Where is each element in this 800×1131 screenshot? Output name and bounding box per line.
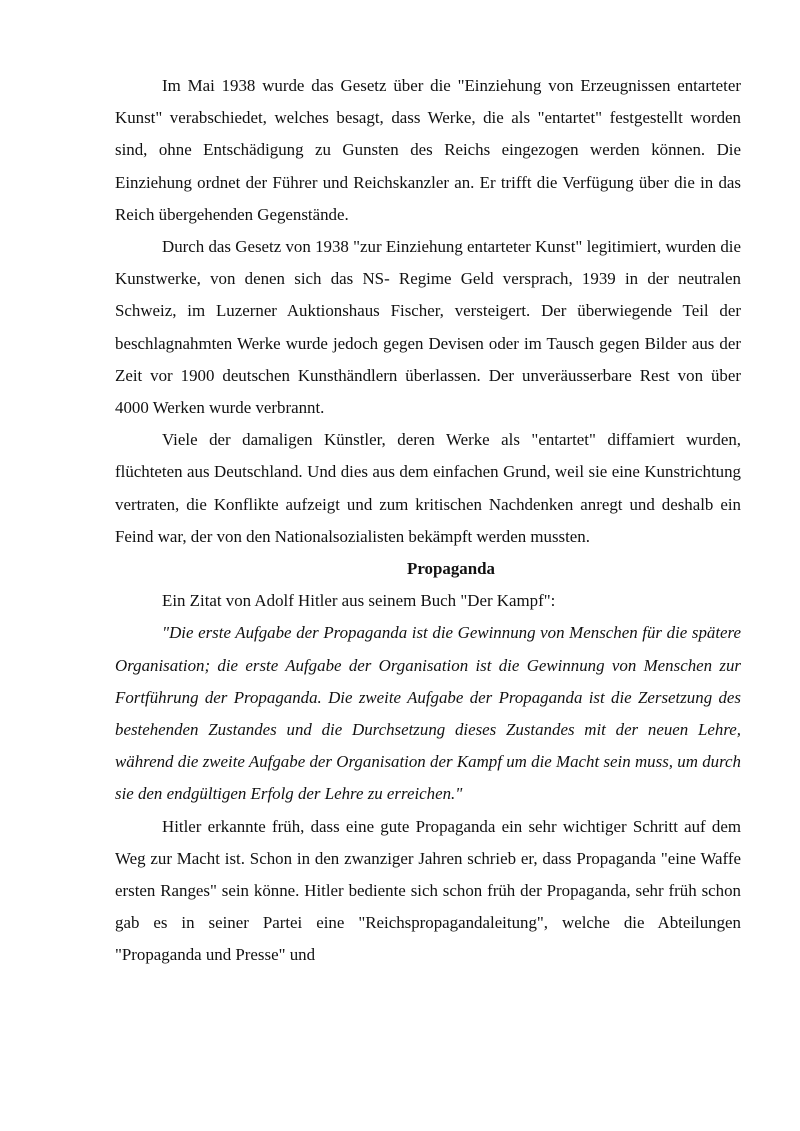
paragraph-propaganda: Hitler erkannte früh, dass eine gute Propaganda ein sehr wichtiger Schritt auf dem Weg zur Macht ist. Schon in den zwanziger Jahren schrieb er, dass Propaganda "eine Waffe ersten Ranges" sein könne. Hitler bediente sich schon früh der Propaganda, sehr früh schon gab es in seiner Partei eine "Reichspropagandaleitung", welche die Abteilungen "Propaganda und Presse" und xyxy=(115,816,741,965)
paragraph-auction-lucerne: Durch das Gesetz von 1938 "zur Einziehung entarteter Kunst" legitimiert, wurden die Kunstwerke, von denen sich das NS- Regime Geld versprach, 1939 in der neutralen Schweiz, im Luzerner Auktionshaus Fischer, versteigert. Der überwiegende Teil der beschlagnahmten Werke wurde jedoch gegen Devisen oder im Tausch gegen Bilder aus der Zeit vor 1900 deutschen Kunsthändlern überlassen. Der unveräusserbare Rest von über 4000 Werken wurde verbrannt. xyxy=(115,237,741,418)
section-heading: Propaganda xyxy=(407,559,495,579)
paragraph-confiscation-law: Im Mai 1938 wurde das Gesetz über die "Einziehung von Erzeugnissen entarteter Kunst" verabschiedet, welches besagt, dass Werke, die als "entartet" festgestellt worden sind, ohne Entschädigung zu Gunsten des Reichs eingezogen werden können. Die Einziehung ordnet der Führer und Reichskanzler an. Er trifft die Verfügung über die in das Reich übergehenden Gegenstände. xyxy=(115,76,741,224)
paragraph-artists-fled: Viele der damaligen Künstler, deren Werke als "entartet" diffamiert wurden, flüchteten aus Deutschland. Und dies aus dem einfachen Grund, weil sie eine Kunstrichtung vertraten, die Konflikte aufzeigt und zum kritischen Nachdenken anregt und deshalb ein Feind war, der von den Nationalsozialisten bekämpft werden mussten. xyxy=(115,430,741,546)
quote-intro: Ein Zitat von Adolf Hitler aus seinem Buch "Der Kampf": xyxy=(162,591,556,611)
document-page xyxy=(115,70,741,972)
hitler-quote: "Die erste Aufgabe der Propaganda ist die Gewinnung von Menschen für die spätere Organisation; die erste Aufgabe der Organisation ist die Gewinnung von Menschen zur Fortführung der Propaganda. Die zweite Aufgabe der Propaganda ist die Zersetzung des bestehenden Zustandes und die Durchsetzung dieses Zustandes mit der neuen Lehre, während die zweite Aufgabe der Organisation der Kampf um die Macht sein muss, um durch sie den endgültigen Erfolg der Lehre zu erreichen." xyxy=(115,623,741,804)
